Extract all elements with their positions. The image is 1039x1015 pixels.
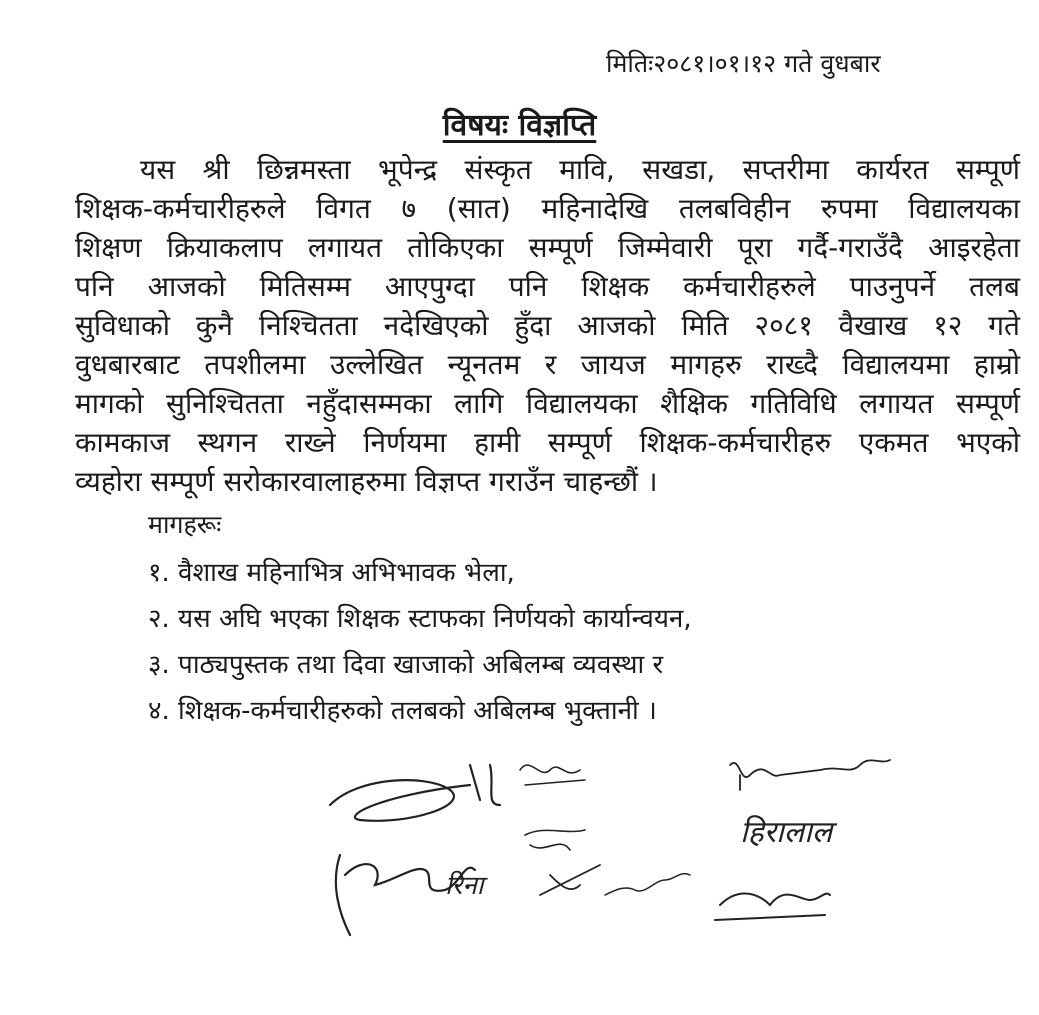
document-date: मितिः२०८१।०१।१२ गते वुधबार bbox=[606, 49, 881, 78]
body-line: कामकाज स्थगन राख्ने निर्णयमा हामी सम्पूर्ण शिक्षक-कर्मचारीहरु एकमत भएको bbox=[75, 426, 1020, 459]
signature-7 bbox=[605, 874, 690, 895]
demands-heading: मागहरूः bbox=[148, 510, 222, 539]
subject-heading bbox=[0, 108, 1039, 144]
body-line: पनि आजको मितिसम्म आएपुग्दा पनि शिक्षक कर्मचारीहरुले पाउनुपर्ने तलब bbox=[75, 270, 1020, 303]
notice-body bbox=[75, 150, 1020, 501]
demand-item: ४. शिक्षक-कर्मचारीहरुको तलबको अबिलम्ब भुक्तानी । bbox=[148, 696, 657, 726]
body-line: शिक्षक-कर्मचारीहरुले विगत ७ (सात) महिनादेखि तलबविहीन रुपमा विद्यालयका bbox=[75, 192, 1020, 225]
body-line: शिक्षण क्रियाकलाप लगायत तोकिएका सम्पूर्ण जिम्मेवारी पूरा गर्दै-गराउँदै आइरहेता bbox=[75, 231, 1020, 264]
demands-list bbox=[148, 550, 692, 734]
body-line: यस श्री छिन्नमस्ता भूपेन्द्र संस्कृत मावि, सखडा, सप्तरीमा कार्यरत सम्पूर्ण bbox=[140, 153, 1020, 186]
signatures-area bbox=[320, 735, 920, 965]
signature-name: रिना bbox=[445, 871, 484, 901]
signature-1 bbox=[330, 765, 500, 821]
signature-3 bbox=[730, 760, 890, 790]
signature-name: हिरालाल bbox=[740, 815, 833, 850]
body-line: सुविधाको कुनै निश्चितता नदेखिएको हुँदा आजको मिति २०८१ वैखाख १२ गते bbox=[75, 309, 1020, 342]
demand-item: २. यस अघि भएका शिक्षक स्टाफका निर्णयको कार्यान्वयन, bbox=[148, 604, 692, 634]
subject-text: विषयः विज्ञप्ति bbox=[442, 108, 597, 143]
demand-item: १. वैशाख महिनाभित्र अभिभावक भेला, bbox=[148, 558, 515, 588]
signature-5 bbox=[525, 830, 585, 850]
body-line: व्यहोरा सम्पूर्ण सरोकारवालाहरुमा विज्ञप्त गराउँन चाहन्छौं । bbox=[75, 465, 658, 498]
signature-6 bbox=[540, 865, 600, 895]
demand-item: ३. पाठ्यपुस्तक तथा दिवा खाजाको अबिलम्ब व्यवस्था र bbox=[148, 650, 664, 680]
signature-2 bbox=[520, 765, 585, 785]
signature-8 bbox=[715, 893, 830, 920]
body-line: मागको सुनिश्चितता नहुँदासम्मका लागि विद्यालयका शैक्षिक गतिविधि लगायत सम्पूर्ण bbox=[75, 387, 1020, 420]
body-line: वुधबारबाट तपशीलमा उल्लेखित न्यूनतम र जायज मागहरु राख्दै विद्यालयमा हाम्रो bbox=[75, 348, 1020, 381]
